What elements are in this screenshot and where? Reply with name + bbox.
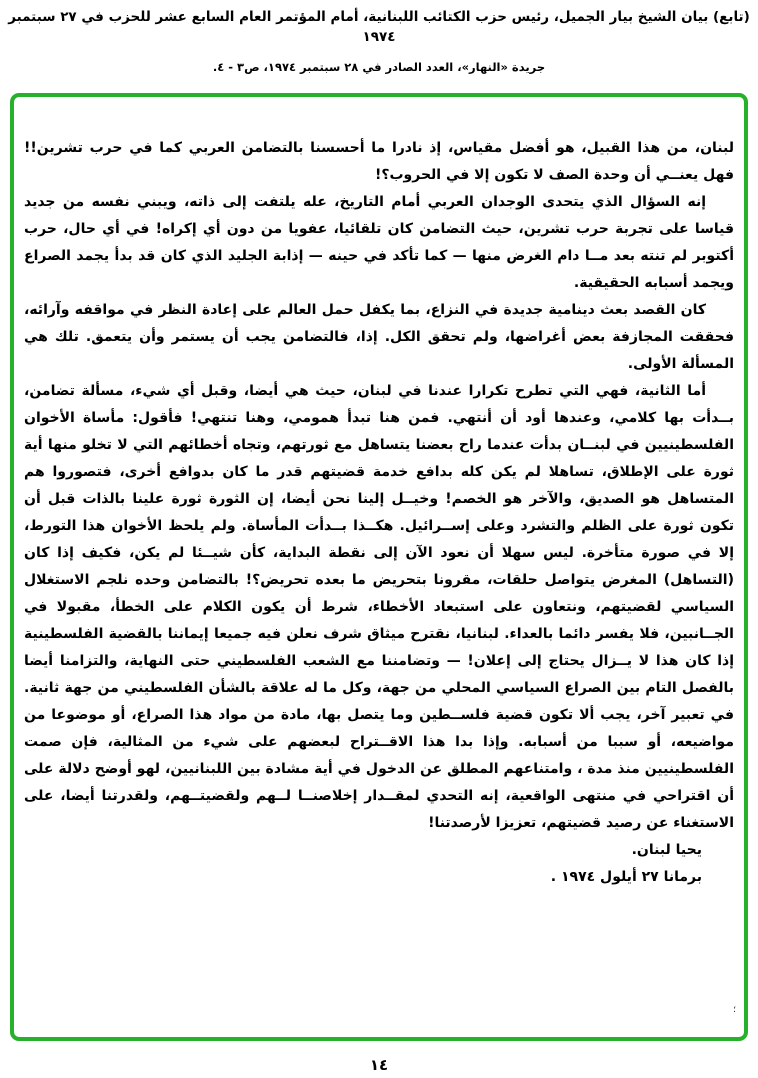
closing-dateline: برمانا ٢٧ أيلول ١٩٧٤ . (550, 869, 702, 885)
page-number: ١٤ (369, 1056, 389, 1074)
body-text (14, 97, 744, 891)
document-header (0, 0, 758, 74)
green-border-box (10, 93, 748, 1041)
header-title: (تابع) بيان الشيخ بيار الجميل، رئيس حزب الكتائب اللبنانية، أمام المؤتمر العام السابع عشر للحزب في ٢٧ سبتمبر (8, 9, 750, 25)
closing-salute: يحيا لبنان. (631, 842, 702, 858)
paragraph-2: إنه السؤال الذي يتحدى الوجدان العربي أمام التاريخ، عله يلتفت إلى ذاته، ويبني نفسه من جديد قياسا على تجربة حرب تشرين، حيث التضامن كان تلقائيا، عفويا من دون أي إكراه! في أي حال، حرب أكتوبر لم تنته بعد مــا دام الغرض منها — كما تأكد في حينه — إذابة الجليد الذي كان قد بدأ يجمد الصراع ويجمد أسبابه الحقيقية. (24, 194, 734, 291)
source-citation: جريدة «النهار»، العدد الصادر في ٢٨ سبتمبر ١٩٧٤، ص٣ - ٤. (212, 60, 546, 74)
paragraph-1: لبنان، من هذا القبيل، هو أفضل مقياس، إذ نادرا ما أحسسنا بالتضامن العربي كما في حرب تشرين!! فهل يعنــي أن وحدة الصف لا تكون إلا في الحروب؟! (24, 140, 734, 183)
header-year: ١٩٧٤ (362, 29, 396, 45)
paragraph-3: كان القصد بعث دينامية جديدة في النزاع، بما يكفل حمل العالم على إعادة النظر في مواقفه وآرائه، فحققت المجازفة بعض أغراضها، ولم تحقق الكل. إذا، فالتضامن يجب أن يستمر وأن يتعمق. تلك هي المسألة الأولى. (24, 302, 734, 372)
paragraph-4: أما الثانية، فهي التي تطرح تكرارا عندنا في لبنان، حيث هي أيضا، وقبل أي شيء، مسألة تضامن، بــدأت بها كلامي، وعندها أود أن أنتهي. فمن هنا تبدأ همومي، وهنا تنتهي! فأقول: مأساة الأخوان الفلسطينيين في لبنــان بدأت عندما راح بعضنا يتساهل مع ثورتهم، وتجاه أخطائهم التي لا تخلو منها أية ثورة على الإطلاق، تساهلا لم يكن كله بدافع خدمة قضيتهم قدر ما كان بدوافع أخرى، فتصوروا هم المتساهل هو الصديق، والآخر هو الخصم! وخيــل إلينا نحن أيضا، إن الثورة ثورة علينا بالذات قبل أن تكون ثورة على الظلم والتشرد وعلى إســرائيل. هكــذا بــدأت المأساة. ولم يلحظ الأخوان هذا التورط، إلا في صورة متأخرة. ليس سهلا أن نعود الآن إلى نقطة البداية، كأن شيــئا لم يكن، فكيف إذا كان (التساهل) المغرض يتواصل حلقات، مقرونا بتحريض ما بعده تحريض؟! بالتضامن وحده نلجم الاستغلال السياسي لقضيتهم، ونتعاون على استبعاد الأخطاء، شرط أن يكون الكلام على الخطأ، مقبولا في الجــانبين، فلا يفسر دائما بالعداء. لبنانيا، نقترح ميثاق شرف نعلن فيه جميعا إيماننا بالقضية الفلسطينية إذا كان هذا لا يــزال يحتاج إلى إعلان! — وتضامننا مع الشعب الفلسطيني حتى النهاية، والتزامنا أيضا بالفصل التام بين الصراع السياسي المحلي من جهة، وكل ما له علاقة بالشأن الفلسطيني من جهة ثانية. في تعبير آخر، يجب ألا تكون قضية فلســطين وما يتصل بها، مادة من مواد هذا الصراع، أو موضوعا من مواضيعه، أو سببا من أسبابه. وإذا بدا هذا الاقــتراح لبعضهم على شيء من المثالية، فإن صمت الفلسطينيين منذ مدة ، وامتناعهم المطلق عن الدخول في أية مشادة بين اللبنانيين، لهو أوضح دلالة على أن اقتراحي في منتهى الواقعية، إنه التحدي لمقــدار إخلاصنــا لــهم ولقضيتــهم، ولقدرتنا أيضا، على الاستغناء عن رصيد قضيتهم، تعزيزا لأرصدتنا! (24, 383, 734, 831)
scan-artifact: ؛ (733, 1005, 736, 1015)
